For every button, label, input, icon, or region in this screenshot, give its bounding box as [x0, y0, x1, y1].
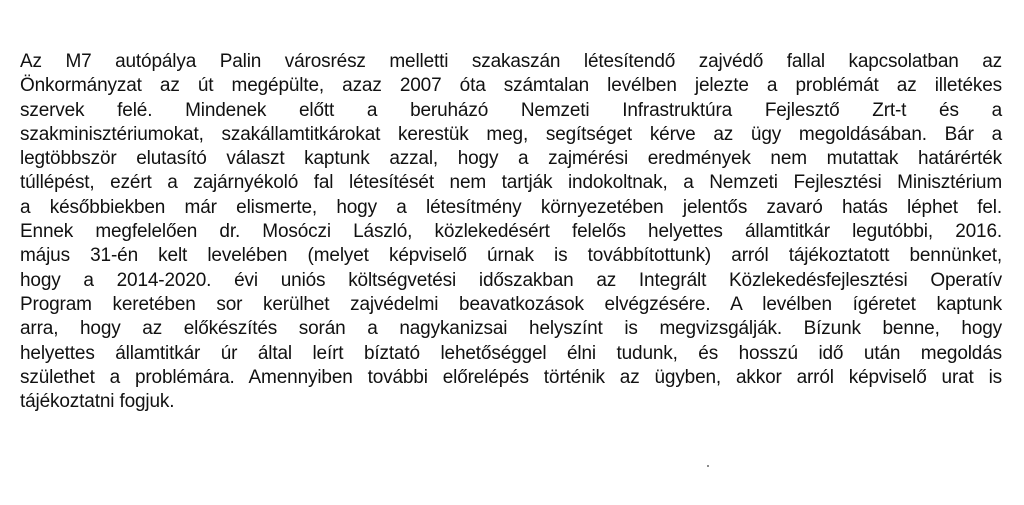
paragraph-line-9: május 31-én kelt levelében (melyet képviselő úrnak is továbbítottunk) arról tájékoztatott bennünket, [20, 245, 1002, 267]
paragraph-line-3: szervek felé. Mindenek előtt a beruházó Nemzeti Infrastruktúra Fejlesztő Zrt-t és a [20, 99, 1002, 121]
scan-speck [707, 465, 709, 467]
paragraph-line-14: születhet a problémára. Amennyiben további előrelépés történik az ügyben, akkor arról képviselő urat is [20, 366, 1002, 388]
paragraph-line-11: Program keretében sor kerülhet zajvédelmi beavatkozások elvégzésére. A levélben ígéretet kaptunk [20, 293, 1002, 315]
paragraph-line-15: tájékoztatni fogjuk. [20, 391, 175, 413]
paragraph-line-7: a későbbiekben már elismerte, hogy a létesítmény környezetében jelentős zavaró hatás léphet fel. [20, 196, 1002, 218]
paragraph-line-6: túllépést, ezért a zajárnyékoló fal létesítését nem tartják indokoltnak, a Nemzeti Fejlesztési Minisztérium [20, 172, 1002, 194]
paragraph-line-1: Az M7 autópálya Palin városrész melletti szakaszán létesítendő zajvédő fallal kapcsolatban az [20, 51, 1002, 72]
paragraph-line-5: legtöbbször elutasító választ kaptunk azzal, hogy a zajmérési eredmények nem mutattak határérték [20, 148, 1002, 170]
body-paragraph [20, 50, 1002, 414]
paragraph-line-10: hogy a 2014-2020. évi uniós költségvetési időszakban az Integrált Közlekedésfejlesztési Operatív [20, 269, 1002, 291]
paragraph-line-2: Önkormányzat az út megépülte, azaz 2007 óta számtalan levélben jelezte a problémát az illetékes [20, 75, 1002, 97]
paragraph-line-4: szakminisztériumokat, szakállamtitkárokat kerestük meg, segítséget kérve az ügy megoldásában. Bár a [20, 123, 1002, 145]
paragraph-line-12: arra, hogy az előkészítés során a nagykanizsai helyszínt is megvizsgálják. Bízunk benne, hogy [20, 318, 1002, 340]
paragraph-line-8: Ennek megfelelően dr. Mosóczi László, közlekedésért felelős helyettes államtitkár legutóbbi, 2016. [20, 221, 1002, 243]
paragraph-line-13: helyettes államtitkár úr által leírt bíztató lehetőséggel élni tudunk, és hosszú idő után megoldás [20, 342, 1002, 364]
